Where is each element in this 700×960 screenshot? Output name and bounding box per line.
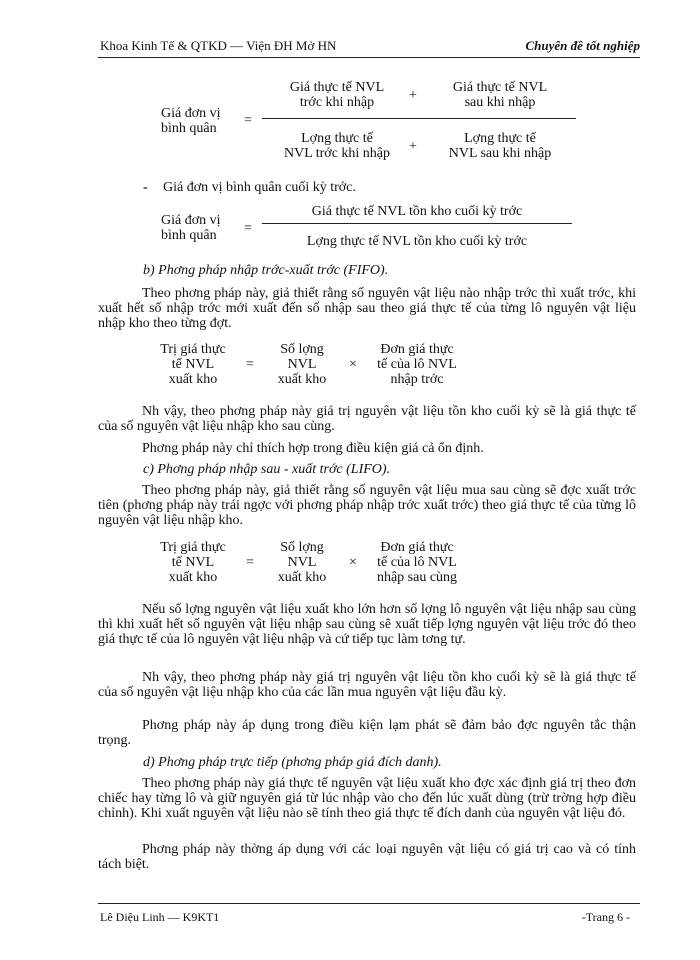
formula1-num-a-line2: trớc khi nhập [299,95,375,110]
formula2-equals: = [244,221,252,236]
paragraph-4-text: Theo phơng pháp này, giả thiết rằng số nguyên vật liệu mua sau cùng sẽ đợc xuất trớc tiên (phơng pháp này trái ngợc với phơng pháp nhập trớc xuất trớc) theo giá thực tế của từng lô nguyên vật liệu nhập kho. [98,483,636,528]
paragraph-2-text: Nh vậy, theo phơng pháp này giá trị nguyên vật liệu tồn kho cuối kỳ sẽ là giá thực tế của số nguyên vật liệu nhập kho sau cùng. [98,404,636,434]
formula3-b-line1: Số lợng [280,342,324,357]
formula3-b-line3: xuất kho [277,372,327,387]
paragraph-4 [98,483,636,528]
footer-divider [98,903,640,904]
formula1-den-a-line1: Lợng thực tế [301,131,373,146]
paragraph-1 [98,286,636,331]
formula1-fraction-bar [262,118,576,119]
paragraph-7-text: Phơng pháp này áp dụng trong điều kiện lạm phát sẽ đảm bảo đợc nguyên tắc thận trọng. [98,718,636,748]
formula3-times: × [349,357,357,372]
formula3-equals: = [246,357,254,372]
paragraph-2 [98,404,636,434]
formula4-a-line2: tế NVL [171,555,215,570]
formula4-c-line1: Đơn giá thực [380,540,454,555]
paragraph-6 [98,670,636,700]
formula3-b-line2: NVL [287,357,317,372]
paragraph-6-text: Nh vậy, theo phơng pháp này giá trị nguyên vật liệu tồn kho cuối kỳ sẽ là giá thực tế của số nguyên vật liệu nhập kho của các lần mua nguyên vật liệu đầu kỳ. [98,670,636,700]
formula1-num-b-line1: Giá thực tế NVL [452,80,548,95]
formula1-num-a-line1: Giá thực tế NVL [289,80,385,95]
formula1-den-b-line2: NVL sau khi nhập [448,146,552,161]
formula1-num-b-line2: sau khi nhập [464,95,536,110]
formula3-c-line1: Đơn giá thực [380,342,454,357]
formula2-fraction-bar [262,223,572,224]
page-number: -Trang 6 - [581,910,630,924]
formula1-den-a-line2: NVL trớc khi nhập [283,146,391,161]
paragraph-9 [98,842,636,872]
formula3-a-line1: Trị giá thực [160,342,226,357]
formula4-a-line3: xuất kho [168,570,218,585]
paragraph-1-text: Theo phơng pháp này, giả thiết rằng số nguyên vật liệu nào nhập trớc thì xuất trớc, khi xuất hết số nhập trớc mới xuất đến số nhập sau theo giá thực tế của từng lô nguyên vật liệu nhập kho theo từng đợt. [98,286,636,331]
formula4-b-line3: xuất kho [277,570,327,585]
paragraph-3-text: Phơng pháp này chỉ thích hợp trong điều kiện giá cả ổn định. [142,441,484,456]
formula4-b-line1: Số lợng [280,540,324,555]
footer-author: Lê Diệu Linh — K9KT1 [100,910,220,924]
paragraph-3 [98,441,636,456]
formula3-c-line3: nhập trớc [390,372,444,387]
formula1-plus-bottom: + [409,139,417,154]
formula4-times: × [349,555,357,570]
header-right: Chuyên đề tốt nghiệp [525,38,640,53]
paragraph-8-text: Theo phơng pháp này giá thực tế nguyên vật liệu xuất kho đợc xác định giá trị theo đơn chiếc hay từng lô và giữ nguyên giá từ lúc nhập vào cho đến lúc xuất dùng (trừ trờng hợp điều chỉnh). Khi xuất nguyên vật liệu nào sẽ tính theo giá thực tế đích danh của nguyên vật liệu đó. [98,776,636,821]
paragraph-5-text: Nếu số lợng nguyên vật liệu xuất kho lớn hơn số lợng lô nguyên vật liệu nhập sau cùng thì khi xuất hết số nguyên vật liệu nhập sau cùng sẽ xuất tiếp lợng nguyên vật liệu trớc đó theo giá thực tế của lô nguyên vật liệu nhập và cứ tiếp tục làm tơng tự. [98,602,636,647]
formula2-denominator: Lợng thực tế NVL tồn kho cuối kỳ trớc [306,234,528,249]
paragraph-9-text: Phơng pháp này thờng áp dụng với các loại nguyên vật liệu có giá trị cao và có tính tách biệt. [98,842,636,872]
formula2-lhs-line2: bình quân [161,228,217,243]
formula1-equals: = [244,113,252,128]
formula2-numerator: Giá thực tế NVL tồn kho cuối kỳ trớc [311,204,523,219]
formula4-equals: = [246,555,254,570]
paragraph-5 [98,602,636,647]
formula4-b-line2: NVL [287,555,317,570]
section-d-heading: d) Phơng pháp trực tiếp (phơng pháp giá đích danh). [143,755,442,770]
header-left: Khoa Kinh Tế & QTKD — Viện ĐH Mở HN [100,38,337,53]
formula1-lhs-line1: Giá đơn vị [161,106,221,121]
section-b-heading: b) Phơng pháp nhập trớc-xuất trớc (FIFO). [143,263,389,278]
formula3-a-line2: tế NVL [171,357,215,372]
section-c-heading: c) Phơng pháp nhập sau - xuất trớc (LIFO). [143,462,391,477]
formula3-c-line2: tế của lô NVL [377,357,457,372]
formula1-den-b-line1: Lợng thực tế [464,131,536,146]
formula4-c-line3: nhập sau cùng [376,570,458,585]
bullet-mark: - [143,180,148,195]
formula1-lhs-line2: bình quân [161,121,217,136]
formula4-c-line2: tế của lô NVL [377,555,457,570]
formula3-a-line3: xuất kho [168,372,218,387]
paragraph-7 [98,718,636,748]
bullet-text: Giá đơn vị bình quân cuối kỳ trớc. [163,180,356,195]
formula4-a-line1: Trị giá thực [160,540,226,555]
paragraph-8 [98,776,636,821]
formula2-lhs-line1: Giá đơn vị [161,213,221,228]
header-divider [98,57,640,58]
formula1-plus-top: + [409,88,417,103]
